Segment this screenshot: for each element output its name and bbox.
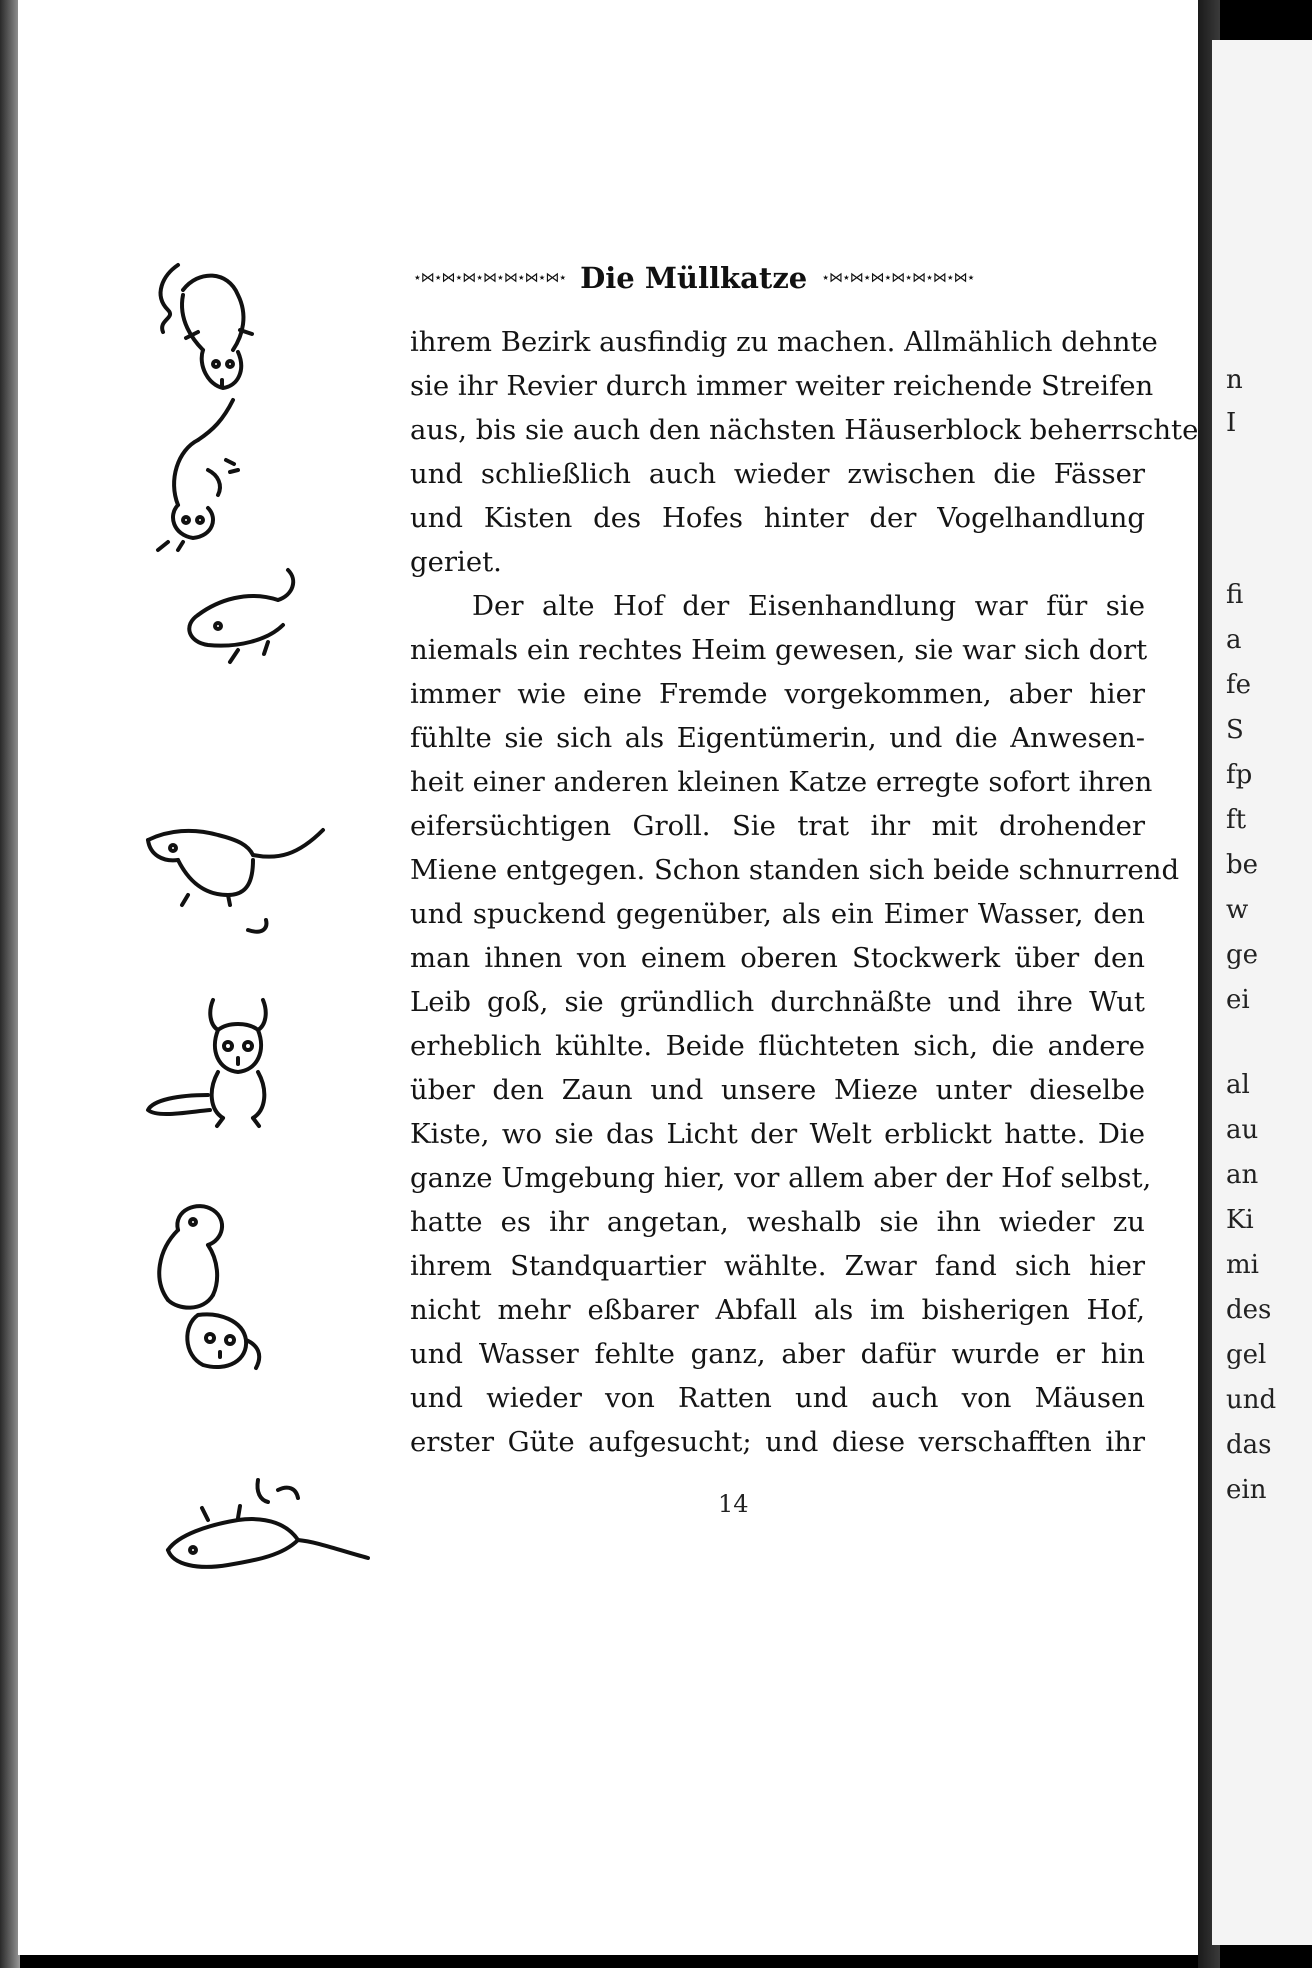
text-line: immer wie eine Fremde vorgekommen, aber hier: [410, 678, 1145, 710]
next-page-fragment: n: [1226, 365, 1243, 395]
book-page: [18, 0, 1208, 1955]
page-number: 14: [718, 1490, 749, 1518]
next-page-fragment: das: [1226, 1430, 1272, 1460]
text-line: Kiste, wo sie das Licht der Welt erblickt hatte. Die: [410, 1118, 1145, 1150]
text-line: und wieder von Ratten und auch von Mäusen: [410, 1382, 1145, 1414]
text-line: niemals ein rechtes Heim gewesen, sie war sich dort: [410, 634, 1148, 666]
text-line: und spuckend gegenüber, als ein Eimer Wasser, den: [410, 898, 1145, 930]
next-page-fragment: S: [1226, 715, 1244, 745]
header-ornament-left: ⋆⋈⋆⋈⋆⋈⋆⋈⋆⋈⋆⋈⋆⋈⋆: [413, 270, 567, 286]
text-line: heit einer anderen kleinen Katze erregte sofort ihren: [410, 766, 1153, 798]
next-page-fragment: I: [1226, 408, 1237, 438]
next-page-fragment: al: [1226, 1070, 1250, 1100]
text-line: eifersüchtigen Groll. Sie trat ihr mit drohender: [410, 810, 1145, 842]
next-page-fragment: mi: [1226, 1250, 1259, 1280]
previous-page-edge: [0, 0, 20, 1968]
mouse-drawing-6: [159, 1206, 259, 1368]
next-page-fragment: fi: [1226, 580, 1244, 610]
next-page-fragment: an: [1226, 1160, 1259, 1190]
next-page-fragment: Ki: [1226, 1205, 1254, 1235]
text-line: man ihnen von einem oberen Stockwerk über den: [410, 942, 1145, 974]
text-line: erheblich kühlte. Beide flüchteten sich, die andere: [410, 1030, 1145, 1062]
text-line: und Kisten des Hofes hinter der Vogelhandlung: [410, 502, 1145, 534]
next-page-fragment: be: [1226, 850, 1259, 880]
mouse-drawing-7: [168, 1480, 368, 1567]
text-line: geriet.: [410, 546, 502, 578]
header-title: Die Müllkatze: [580, 261, 808, 295]
next-page-fragment: au: [1226, 1115, 1259, 1145]
text-line: ihrem Bezirk ausfindig zu machen. Allmählich dehnte: [410, 326, 1158, 358]
next-page-fragment: a: [1226, 625, 1242, 655]
text-line: Miene entgegen. Schon standen sich beide schnurrend: [410, 854, 1180, 886]
next-page-fragment: und: [1226, 1385, 1277, 1415]
mice-illustration: [138, 240, 408, 1640]
text-line: erster Güte aufgesucht; und diese verschafften ihr: [410, 1426, 1145, 1458]
mouse-drawing-2: [158, 400, 238, 550]
next-page-fragment: gel: [1226, 1340, 1267, 1370]
next-page-fragment: ge: [1226, 940, 1259, 970]
header-ornament-right: ⋆⋈⋆⋈⋆⋈⋆⋈⋆⋈⋆⋈⋆⋈⋆: [821, 270, 975, 286]
text-line: sie ihr Revier durch immer weiter reichende Streifen: [410, 370, 1154, 402]
next-page-fragment: ein: [1226, 1475, 1267, 1505]
mouse-drawing-3: [189, 570, 293, 662]
text-line: Der alte Hof der Eisenhandlung war für sie: [472, 590, 1145, 622]
next-page-fragment: fp: [1226, 760, 1253, 790]
mouse-drawing-4: [148, 830, 323, 932]
mouse-drawing-1: [161, 265, 252, 388]
mouse-drawing-5: [148, 1000, 266, 1126]
text-line: hatte es ihr angetan, weshalb sie ihn wieder zu: [410, 1206, 1145, 1238]
text-line: ihrem Standquartier wählte. Zwar fand sich hier: [410, 1250, 1145, 1282]
text-line: aus, bis sie auch den nächsten Häuserblock beherrschte: [410, 414, 1199, 446]
text-line: nicht mehr eßbarer Abfall als im bisherigen Hof,: [410, 1294, 1145, 1326]
text-line: und schließlich auch wieder zwischen die Fässer: [410, 458, 1145, 490]
text-line: fühlte sie sich als Eigentümerin, und die Anwesen-: [410, 722, 1145, 754]
text-line: über den Zaun und unsere Mieze unter dieselbe: [410, 1074, 1145, 1106]
running-header: [413, 258, 1148, 298]
next-page-edge: [1212, 40, 1312, 1945]
next-page-fragment: ei: [1226, 985, 1250, 1015]
text-line: Leib goß, sie gründlich durchnäßte und ihre Wut: [410, 986, 1145, 1018]
next-page-fragment: w: [1226, 895, 1249, 925]
next-page-fragment: des: [1226, 1295, 1272, 1325]
next-page-fragment: ft: [1226, 805, 1247, 835]
text-line: ganze Umgebung hier, vor allem aber der Hof selbst,: [410, 1162, 1152, 1194]
next-page-fragment: fe: [1226, 670, 1252, 700]
text-line: und Wasser fehlte ganz, aber dafür wurde er hin: [410, 1338, 1145, 1370]
